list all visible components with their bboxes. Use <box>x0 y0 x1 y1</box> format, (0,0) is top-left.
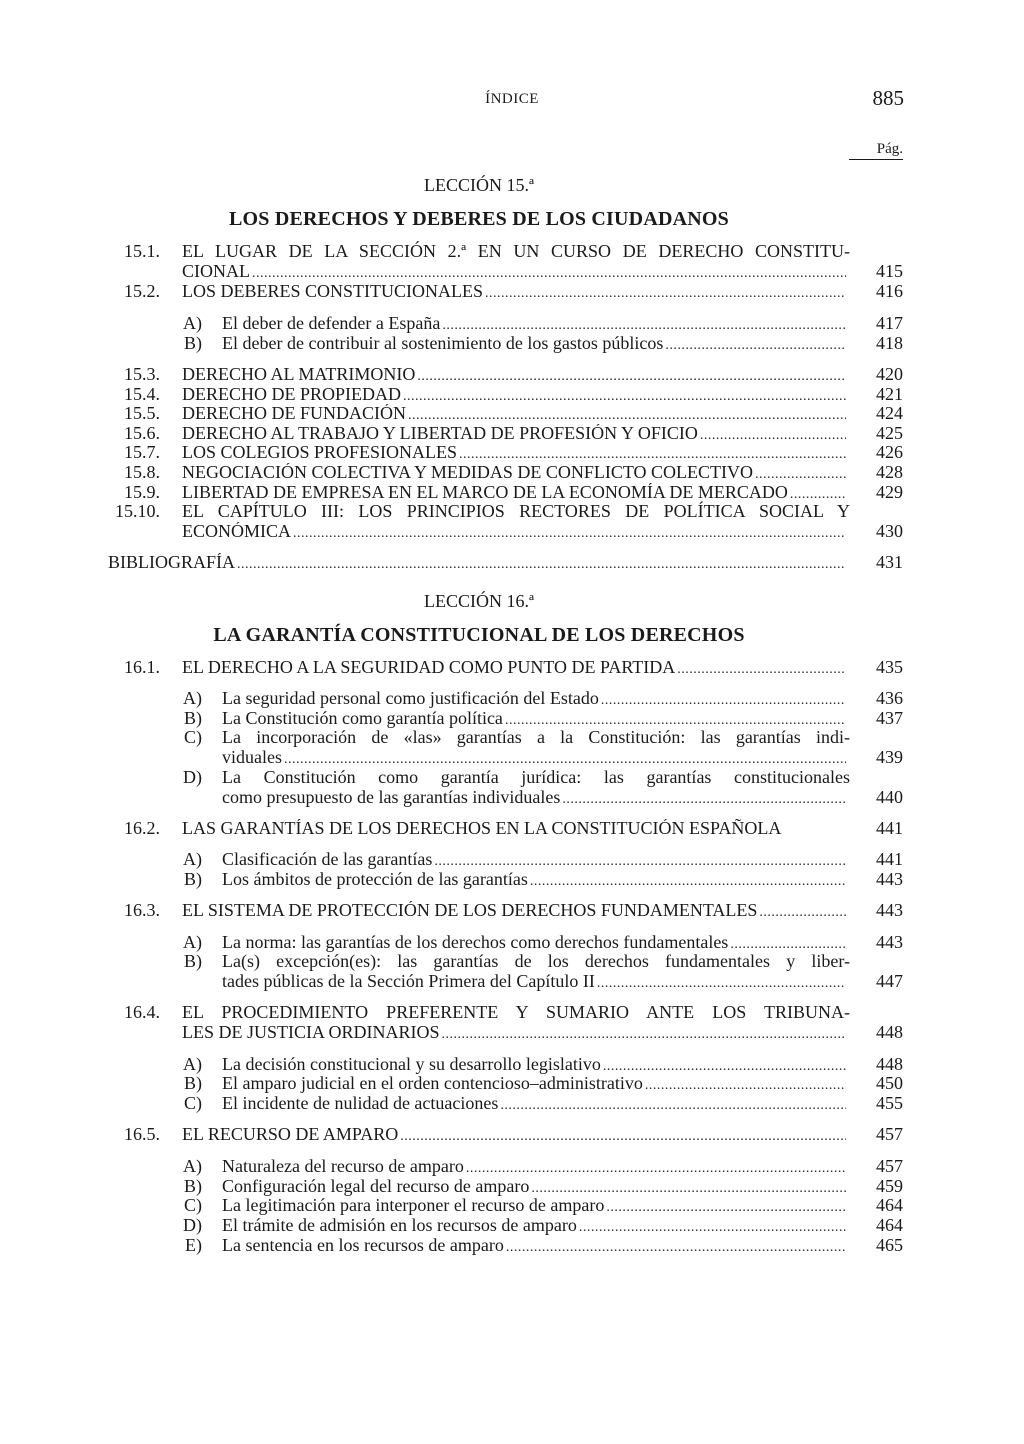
entry-text: LES DE JUSTICIA ORDINARIOS <box>182 1023 440 1042</box>
dot-leader <box>500 1096 846 1116</box>
entry-number: 16.2. <box>124 818 160 838</box>
entry-letter: D) <box>183 767 202 787</box>
entry-text: EL RECURSO DE AMPARO <box>182 1125 399 1144</box>
entry-text: Clasificación de las garantías <box>222 850 433 869</box>
entry-text: El deber de contribuir al sostenimiento de los gastos públicos <box>222 334 664 353</box>
entry-letter: D) <box>183 1215 202 1235</box>
entry-page: 457 <box>876 1124 903 1144</box>
dot-leader <box>466 1159 846 1179</box>
entry-number: 16.5. <box>124 1124 160 1144</box>
entry-letter: B) <box>184 951 202 971</box>
entry-letter: E) <box>185 1235 202 1255</box>
lesson-title: LA GARANTÍA CONSTITUCIONAL DE LOS DERECHOS <box>213 624 745 646</box>
dot-leader <box>606 1198 846 1218</box>
entry-page: 464 <box>876 1215 903 1235</box>
entry-number: 16.1. <box>124 657 160 677</box>
toc-entry <box>0 502 1024 542</box>
toc-subentry <box>0 314 1024 334</box>
entry-text: La sentencia en los recursos de amparo <box>222 1236 504 1255</box>
dot-leader <box>665 336 846 356</box>
entry-text: Los ámbitos de protección de las garantías <box>222 870 528 889</box>
dot-leader <box>755 465 846 485</box>
entry-text: LOS DEBERES CONSTITUCIONALES <box>182 282 484 301</box>
dot-leader <box>442 1025 846 1045</box>
dot-leader <box>434 852 846 872</box>
entry-text: La legitimación para interponer el recurso de amparo <box>222 1196 605 1215</box>
entry-page: 424 <box>876 403 903 423</box>
entry-letter: A) <box>183 1054 202 1074</box>
entry-page: 450 <box>876 1073 903 1093</box>
entry-page: 441 <box>876 818 903 838</box>
entry-text: El trámite de admisión en los recursos de amparo <box>222 1216 577 1235</box>
entry-letter: B) <box>184 1073 202 1093</box>
entry-letter: A) <box>183 1156 202 1176</box>
entry-text: DERECHO AL MATRIMONIO <box>182 365 416 384</box>
entry-text: EL DERECHO A LA SEGURIDAD COMO PUNTO DE PARTIDA <box>182 658 676 677</box>
entry-page: 448 <box>876 1054 903 1074</box>
entry-page: 439 <box>876 747 903 767</box>
entry-page: 421 <box>876 384 903 404</box>
entry-page: 443 <box>876 932 903 952</box>
toc-subentry <box>0 334 1024 354</box>
entry-page: 431 <box>876 552 903 572</box>
entry-page: 459 <box>876 1176 903 1196</box>
entry-page: 464 <box>876 1195 903 1215</box>
entry-text: El incidente de nulidad de actuaciones <box>222 1094 499 1113</box>
entry-number: 15.7. <box>124 442 160 462</box>
entry-number: 15.9. <box>124 482 160 502</box>
entry-letter: C) <box>184 1195 202 1215</box>
dot-leader <box>252 264 846 284</box>
entry-page: 416 <box>876 281 903 301</box>
page-number: 885 <box>872 86 904 110</box>
dot-leader <box>400 1127 846 1147</box>
entry-letter: B) <box>184 333 202 353</box>
dot-leader <box>645 1076 846 1096</box>
dot-leader <box>677 660 846 680</box>
dot-leader <box>530 872 846 892</box>
entry-number: 15.4. <box>124 384 160 404</box>
entry-page: 437 <box>876 708 903 728</box>
entry-text: ECONÓMICA <box>182 522 292 541</box>
dot-leader <box>579 1218 846 1238</box>
dot-leader <box>408 406 846 426</box>
entry-letter: C) <box>184 727 202 747</box>
entry-page: 443 <box>876 900 903 920</box>
entry-text: LIBERTAD DE EMPRESA EN EL MARCO DE LA ECONOMÍA DE MERCADO <box>182 483 788 502</box>
entry-number: 16.4. <box>124 1002 160 1022</box>
entry-text: La norma: las garantías de los derechos como derechos fundamentales <box>222 933 729 952</box>
entry-page: 420 <box>876 364 903 384</box>
dot-leader <box>601 691 846 711</box>
dot-leader <box>485 284 846 304</box>
page-header-title: ÍNDICE <box>485 91 539 107</box>
dot-leader <box>237 555 846 575</box>
entry-text: El deber de defender a España <box>222 314 441 333</box>
lesson-title: LOS DERECHOS Y DEBERES DE LOS CIUDADANOS <box>229 208 729 230</box>
entry-text: La Constitución como garantía jurídica: las garantías constitucionales <box>222 767 850 787</box>
lesson-label: LECCIÓN 15.ª <box>424 175 534 195</box>
entry-text: BIBLIOGRAFÍA <box>108 553 236 572</box>
entry-text: La decisión constitucional y su desarrollo legislativo <box>222 1055 601 1074</box>
entry-page: 465 <box>876 1235 903 1255</box>
entry-page: 425 <box>876 423 903 443</box>
entry-number: 15.5. <box>124 403 160 423</box>
entry-text: EL LUGAR DE LA SECCIÓN 2.ª EN UN CURSO DE DERECHO CONSTITU- <box>182 241 850 261</box>
entry-text: NEGOCIACIÓN COLECTIVA Y MEDIDAS DE CONFLICTO COLECTIVO <box>182 463 753 482</box>
toc-subentry <box>0 952 1024 992</box>
entry-text: DERECHO DE FUNDACIÓN <box>182 404 406 423</box>
entry-letter: B) <box>184 708 202 728</box>
entry-page: 415 <box>876 261 903 281</box>
entry-text: Naturaleza del recurso de amparo <box>222 1157 464 1176</box>
entry-page: 435 <box>876 657 903 677</box>
entry-letter: B) <box>184 869 202 889</box>
entry-letter: A) <box>183 688 202 708</box>
entry-page: 418 <box>876 333 903 353</box>
entry-letter: B) <box>184 1176 202 1196</box>
entry-letter: A) <box>183 932 202 952</box>
entry-page: 428 <box>876 462 903 482</box>
toc-entry <box>0 1003 1024 1043</box>
entry-page: 436 <box>876 688 903 708</box>
entry-text: LOS COLEGIOS PROFESIONALES <box>182 443 458 462</box>
dot-leader <box>442 316 846 336</box>
lesson-label: LECCIÓN 16.ª <box>424 591 534 611</box>
entry-text: viduales <box>222 748 282 767</box>
entry-page: 440 <box>876 787 903 807</box>
entry-text: DERECHO AL TRABAJO Y LIBERTAD DE PROFESIÓN Y OFICIO <box>182 424 698 443</box>
page-column-label: Pág. <box>849 141 903 160</box>
entry-text: EL CAPÍTULO III: LOS PRINCIPIOS RECTORES DE POLÍTICA SOCIAL Y <box>182 501 850 521</box>
entry-text: El amparo judicial en el orden contencioso–administrativo <box>222 1074 643 1093</box>
dot-leader <box>506 1238 846 1258</box>
entry-number: 15.8. <box>124 462 160 482</box>
entry-number: 15.1. <box>124 241 160 261</box>
entry-number: 15.6. <box>124 423 160 443</box>
entry-text: como presupuesto de las garantías individuales <box>222 788 561 807</box>
entry-text: LAS GARANTÍAS DE LOS DERECHOS EN LA CONSTITUCIÓN ESPAÑOLA <box>182 819 782 838</box>
entry-page: 455 <box>876 1093 903 1113</box>
dot-leader <box>597 974 846 994</box>
entry-page: 426 <box>876 442 903 462</box>
dot-leader <box>759 903 846 923</box>
dot-leader <box>562 790 846 810</box>
entry-page: 417 <box>876 313 903 333</box>
dot-leader <box>293 524 846 544</box>
entry-number: 15.2. <box>124 281 160 301</box>
toc-entry <box>0 282 1024 302</box>
toc-subentry <box>0 768 1024 808</box>
entry-page: 429 <box>876 482 903 502</box>
entry-letter: A) <box>183 313 202 333</box>
entry-text: La Constitución como garantía política <box>222 709 503 728</box>
entry-letter: A) <box>183 849 202 869</box>
entry-text: Configuración legal del recurso de amparo <box>222 1177 530 1196</box>
entry-text: tades públicas de la Sección Primera del Capítulo II <box>222 972 595 991</box>
entry-text: La incorporación de «las» garantías a la Constitución: las garantías indi- <box>222 727 850 747</box>
dot-leader <box>459 445 846 465</box>
entry-text: EL PROCEDIMIENTO PREFERENTE Y SUMARIO ANTE LOS TRIBUNA- <box>182 1002 850 1022</box>
entry-page: 441 <box>876 849 903 869</box>
entry-text: CIONAL <box>182 262 250 281</box>
entry-page: 443 <box>876 869 903 889</box>
entry-page: 447 <box>876 971 903 991</box>
entry-text: EL SISTEMA DE PROTECCIÓN DE LOS DERECHOS FUNDAMENTALES <box>182 901 758 920</box>
entry-page: 430 <box>876 521 903 541</box>
entry-page: 448 <box>876 1022 903 1042</box>
entry-number: 15.10. <box>115 501 160 521</box>
entry-number: 15.3. <box>124 364 160 384</box>
entry-text: DERECHO DE PROPIEDAD <box>182 385 402 404</box>
entry-number: 16.3. <box>124 900 160 920</box>
entry-letter: C) <box>184 1093 202 1113</box>
entry-page: 457 <box>876 1156 903 1176</box>
toc-entry <box>0 242 1024 282</box>
toc-subentry <box>0 728 1024 768</box>
dot-leader <box>417 367 846 387</box>
entry-text: La(s) excepción(es): las garantías de los derechos fundamentales y liber- <box>222 951 850 971</box>
entry-text: La seguridad personal como justificación del Estado <box>222 689 599 708</box>
